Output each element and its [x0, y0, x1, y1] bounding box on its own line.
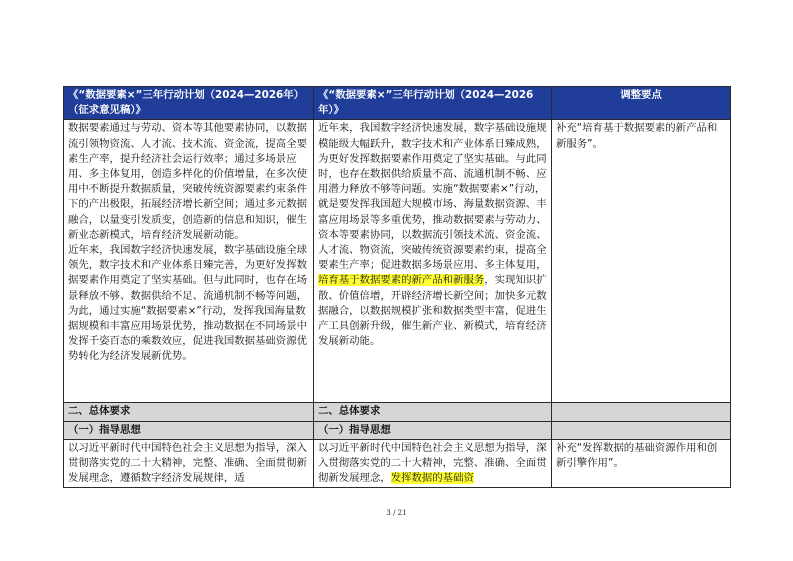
section-heading-final: 二、总体要求	[314, 403, 552, 421]
table-row	[64, 439, 731, 488]
highlighted-text: 培育基于数据要素的新产品和新服务	[318, 274, 485, 287]
table-header-row	[64, 87, 731, 120]
final-preface-cell	[314, 120, 552, 403]
page-number: 3 / 21	[386, 509, 407, 517]
draft-guiding-cell: 以习近平新时代中国特色社会主义思想为指导，深入贯彻落实党的二十大精神，完整、准确、全面贯彻新发展理念，遵循数字经济发展规律，适	[64, 439, 314, 488]
final-guiding-cell	[314, 439, 552, 488]
final-guiding-text: 以习近平新时代中国特色社会主义思想为指导，深入贯彻落实党的二十大精神，完整、准确、全面贯彻新发展理念，	[318, 441, 547, 485]
subsection-heading-draft: （一）指导思想	[64, 421, 314, 439]
section-heading-draft: 二、总体要求	[64, 403, 314, 421]
comparison-table	[63, 86, 731, 488]
draft-preface-paragraph-2: 近年来，我国数字经济快速发展，数字基础设施全球领先，数字技术和产业体系日臻完善，为更好发挥数据要素作用奠定了坚实基础。但与此同时，也存在场景释放不够、数据供给不足、流通机制不畅等问题，为此，通过实施“数据要素×”行动，发挥我国海量数据规模和丰富应用场景优势，推动数据在不同场景中发挥千姿百态的乘数效应，促进我国数据基础资源优势转化为经济发展新优势。	[68, 244, 307, 363]
adjustment-note-cell: 补充“发挥数据的基础资源作用和创新引擎作用”。	[552, 439, 731, 488]
draft-preface-paragraph-1: 数据要素通过与劳动、资本等其他要素协同，以数据流引领物资流、人才流、技术流、资金流，提高全要素生产率，提升经济社会运行效率；通过多场景应用、多主体复用，创造多样化的价值增量，在多次使用中不断提升数据质量，突破传统资源要素约束条件下的产出极限，拓展经济增长新空间；通过多元数据融合，以量变引发质变，创造新的信息和知识，催生新业态新模式，培育经济发展新动能。	[68, 122, 307, 241]
adjustment-note-cell: 补充“培育基于数据要素的新产品和新服务”。	[552, 120, 731, 403]
section-row-general-requirements	[64, 403, 731, 421]
header-draft-plan: 《“数据要素×”三年行动计划（2024—2026年）（征求意见稿）》	[64, 87, 314, 120]
subsection-empty-cell	[552, 421, 731, 439]
header-final-plan: 《“数据要素×”三年行动计划（2024—2026年）》	[314, 87, 552, 120]
table-row	[64, 120, 731, 403]
header-adjustment-points: 调整要点	[552, 87, 731, 120]
final-preface-text-cont: ，实现知识扩散、价值倍增，开辟经济增长新空间；加快多元数据融合，以数据规模扩张和数据类型丰富，促进生产工具创新升级，催生新产业、新模式，培育经济发展新动能。	[318, 274, 547, 348]
draft-preface-cell	[64, 120, 314, 403]
highlighted-text: 发挥数据的基础资	[390, 472, 474, 485]
section-row-guiding-ideology	[64, 421, 731, 439]
subsection-heading-final: （一）指导思想	[314, 421, 552, 439]
section-empty-cell	[552, 403, 731, 421]
final-preface-text: 近年来，我国数字经济快速发展，数字基础设施规模能级大幅跃升，数字技术和产业体系日臻成熟，为更好发挥数据要素作用奠定了坚实基础。与此同时，也存在数据供给质量不高、流通机制不畅、应用潜力释放不够等问题。实施“数据要素×”行动，就是要发挥我国超大规模市场、海量数据资源、丰富应用场景等多重优势，推动数据要素与劳动力、资本等要素协同，以数据流引领技术流、资金流、人才流、物资流，突破传统资源要素约束，提高全要素生产率；促进数据多场景应用、多主体复用，	[318, 122, 547, 272]
